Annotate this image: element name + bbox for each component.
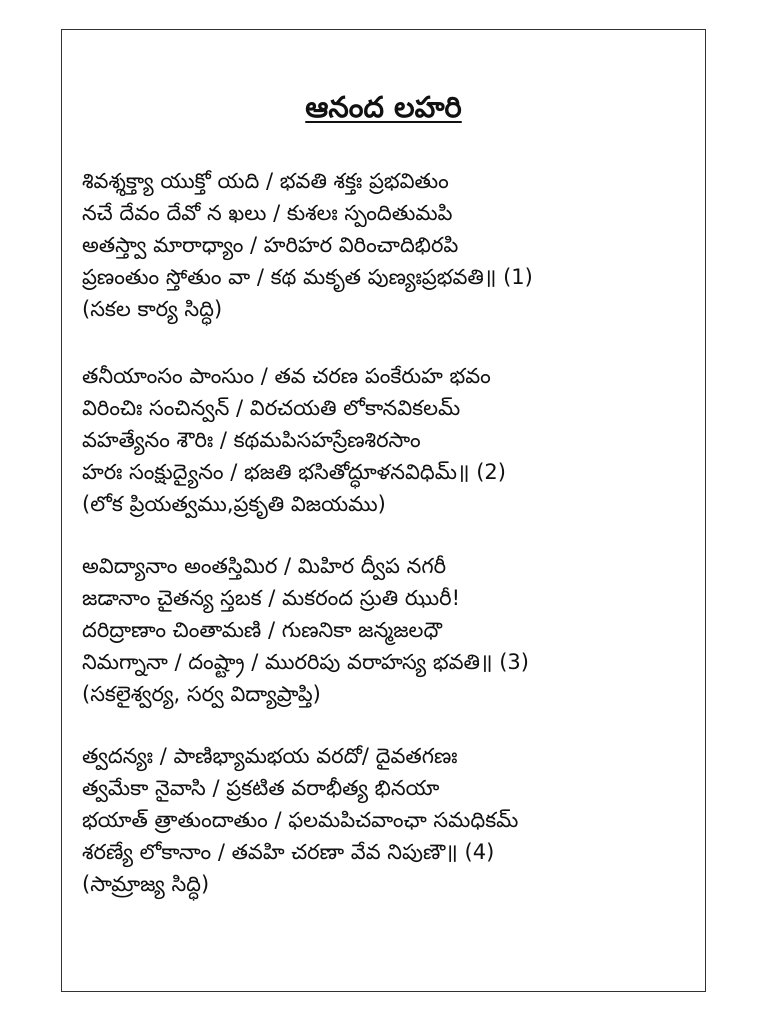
- verse-benefit: (సకల కార్య సిద్ధి): [82, 297, 223, 321]
- verse-line: త్వమేకా నైవాసి / ప్రకటిత వరాభీత్య భినయా: [82, 776, 440, 800]
- stanza-4: [82, 740, 695, 900]
- verse-line: విరించిః సంచిన్వన్ / విరచయతి లోకానవికలమ్: [82, 396, 461, 420]
- document-page: [61, 29, 706, 992]
- verse-benefit: (సకలైశ్వర్య, సర్వ విద్యాప్రాప్తి): [82, 682, 321, 706]
- verse-benefit: (లోక ప్రియత్వము,ప్రకృతి విజయము): [82, 492, 386, 516]
- verse-line: త్వదన్యః / పాణిభ్యామభయ వరదో/ దైవతగణః: [82, 744, 458, 768]
- verse-benefit: (సామ్రాజ్య సిద్ధి): [82, 872, 210, 896]
- verse-line: జడానాం చైతన్య స్తబక / మకరంద స్రుతి ఝురీ!: [82, 586, 461, 610]
- verse-line: అవిద్యానాం అంతస్తిమిర / మిహిర ద్వీప నగరీ: [82, 554, 447, 578]
- verse-line: తనీయాంసం పాంసుం / తవ చరణ పంకేరుహ భవం: [82, 364, 491, 388]
- verse-line: హరః సంక్షుద్యైనం / భజతి భసితోద్ధూళనవిధిమ్॥ (2): [82, 460, 506, 484]
- verse-line: నచే దేవం దేవో న ఖలు / కుశలః స్పందితుమపి: [82, 201, 453, 225]
- verse-line: వహత్యేనం శౌరిః / కథమపిసహస్రేణశిరసాం: [82, 428, 421, 452]
- verse-line: నిమగ్నానా / దంష్ట్రా / మురరిపు వరాహస్య భవతి॥ (3): [82, 650, 529, 674]
- verse-line: శివశ్శక్త్యా యుక్తో యది / భవతి శక్తః ప్రభవితుం: [82, 169, 449, 193]
- verse-line: దరిద్రాణాం చింతామణి / గుణనికా జన్మజలధౌ: [82, 618, 442, 642]
- stanza-3: [82, 550, 695, 710]
- verse-line: అతస్త్వా మారాధ్యాం / హరిహర విరించాదిభిరపి: [82, 233, 459, 257]
- document-title: ఆనంద లహరి: [305, 90, 462, 124]
- verse-line: ప్రణంతుం స్తోతుం వా / కథ మకృత పుణ్యఃప్రభవతి॥ (1): [82, 265, 533, 289]
- verse-line: భయాత్ త్రాతుందాతుం / ఫలమపిచవాంఛా సమధికమ్: [82, 808, 519, 832]
- stanza-1: [82, 165, 695, 325]
- stanza-2: [82, 360, 695, 520]
- verse-line: శరణ్యే లోకానాం / తవహి చరణా వేవ నిపుణౌ॥ (4): [82, 840, 495, 864]
